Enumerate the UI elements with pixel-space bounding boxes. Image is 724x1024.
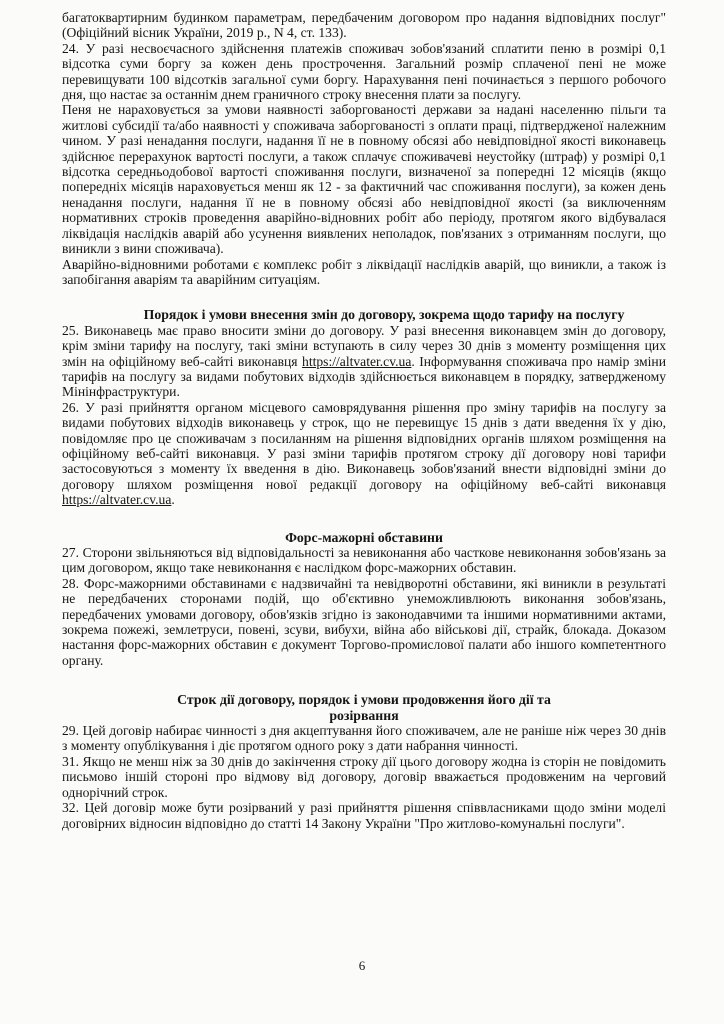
heading-contract-term-line-1: Строк дії договору, порядок і умови продовження його дії та bbox=[177, 692, 551, 708]
paragraph-27: 27. Сторони звільняються від відповідальності за невиконання або часткове невиконання зобов'язань за цим договором, якщо таке невиконання є наслідком форс-мажорних обставин. bbox=[62, 545, 666, 576]
paragraph-26-text-b: . bbox=[171, 492, 175, 508]
paragraph-26-text-a: 26. У разі прийняття органом місцевого самоврядування рішення про зміну тарифів на послугу за видами побутових відходів виконавець у строк, що не перевищує 15 днів з дати введення їх у дію, повідомляє про це споживачам з посиланням на рішення відповідних органів шляхом розміщення на офіційному веб-сайті виконавця. У разі зміни тарифів протягом строку дії договору нові тарифи застосовуються з моменту їх введення в дію. Виконавець зобов'язаний внести відповідні зміни до договору шляхом розміщення нової редакції договору на офіційному веб-сайті виконавця bbox=[62, 399, 666, 492]
paragraph-24: 24. У разі несвоєчасного здійснення платежів споживач зобов'язаний сплатити пеню в розмірі 0,1 відсотка суми боргу за кожен день прострочення. Загальний розмір сплаченої пені не може перевищувати 100 відсотків загальної суми боргу. Нарахування пені починається з першого робочого дня, що настає за останнім днем граничного строку внесення плати за послугу. bbox=[62, 40, 666, 103]
heading-contract-changes: Порядок і умови внесення змін до договору, зокрема щодо тарифу на послугу bbox=[143, 307, 625, 323]
paragraph-intro: багатоквартирним будинком параметрам, передбаченим договором про надання відповідних послуг" (Офіційний вісник України, 2019 р., N 4, ст. 133). bbox=[62, 10, 666, 41]
paragraph-24-emergency: Аварійно-відновними роботами є комплекс робіт з ліквідації наслідків аварій, що виникли, а також із запобігання аваріям та аварійним ситуаціям. bbox=[62, 256, 666, 287]
heading-contract-term bbox=[62, 692, 666, 723]
website-link[interactable]: https://altvater.cv.ua bbox=[62, 492, 172, 508]
website-link[interactable]: https://altvater.cv.ua bbox=[302, 353, 412, 369]
page-number: 6 bbox=[358, 958, 366, 973]
paragraph-32: 32. Цей договір може бути розірваний у разі прийняття рішення співвласниками щодо зміни моделі договірних відносин відповідно до статті 14 Закону України "Про житлово-комунальні послуги". bbox=[62, 800, 666, 831]
paragraph-25 bbox=[62, 323, 666, 400]
paragraph-28: 28. Форс-мажорними обставинами є надзвичайні та невідворотні обставини, які виникли в результаті не передбачених сторонами подій, що об'єктивно унеможливлюють виконання зобов'язань, передбачених умовами договору, обов'язків згідно із законодавчими та іншими нормативними актами, зокрема пожежі, землетруси, повені, зсуви, вибухи, війна або військові дії, страйк, блокада. Доказом настання форс-мажорних обставин є документ Торгово-промислової палати або іншого компетентного органу. bbox=[62, 575, 666, 668]
paragraph-29: 29. Цей договір набирає чинності з дня акцептування його споживачем, але не раніше ніж через 30 днів з моменту опублікування і діє протягом одного року з дати набрання чинності. bbox=[62, 723, 666, 754]
heading-contract-term-line-2: розірвання bbox=[329, 707, 399, 723]
paragraph-31: 31. Якщо не менш ніж за 30 днів до закінчення строку дії цього договору жодна із сторін не повідомить письмово іншій стороні про відмову від договору, договір вважається продовженим на черговий однорічний строк. bbox=[62, 753, 666, 800]
paragraph-25-text-a: 25. Виконавець має право вносити зміни до договору. У разі внесення виконавцем змін до договору, крім зміни тарифу на послугу, такі зміни вступають в силу через 30 днів з моменту розміщення цих змін на офіційному веб-сайті виконавця bbox=[62, 322, 666, 369]
paragraph-24-penalty: Пеня не нараховується за умови наявності заборгованості держави за надані населенню пільги та житлові субсидії та/або наявності у споживача заборгованості з оплати праці, підтвердженої належним чином. У разі ненадання послуги, надання її не в повному обсязі або невідповідної якості виконавець здійснює перерахунок вартості послуги, а також сплачує споживачеві неустойку (штраф) у розмірі 0,1 відсотка середньодобової вартості споживання послуги, визначеної за попередні 12 місяців (якщо попередніх місяців нараховується менш як 12 - за фактичний час споживання послуги), за кожен день ненадання послуги, надання її не в повному обсязі або невідповідної якості (за виключенням нормативних строків проведення аварійно-відновних робіт або періоду, протягом якого відбувалася ліквідація наслідків аварій або усунення виявлених неполадок, пов'язаних з отриманням послуги, що виникли з вини споживача). bbox=[62, 102, 666, 257]
paragraph-26 bbox=[62, 400, 666, 508]
paragraph-25-text-b: . Інформування споживача про намір зміни тарифів на послугу за видами побутових відходів здійснюється виконавцем в порядку, затвердженому Мінінфраструктури. bbox=[62, 353, 666, 400]
heading-force-majeure: Форс-мажорні обставини bbox=[285, 529, 443, 545]
